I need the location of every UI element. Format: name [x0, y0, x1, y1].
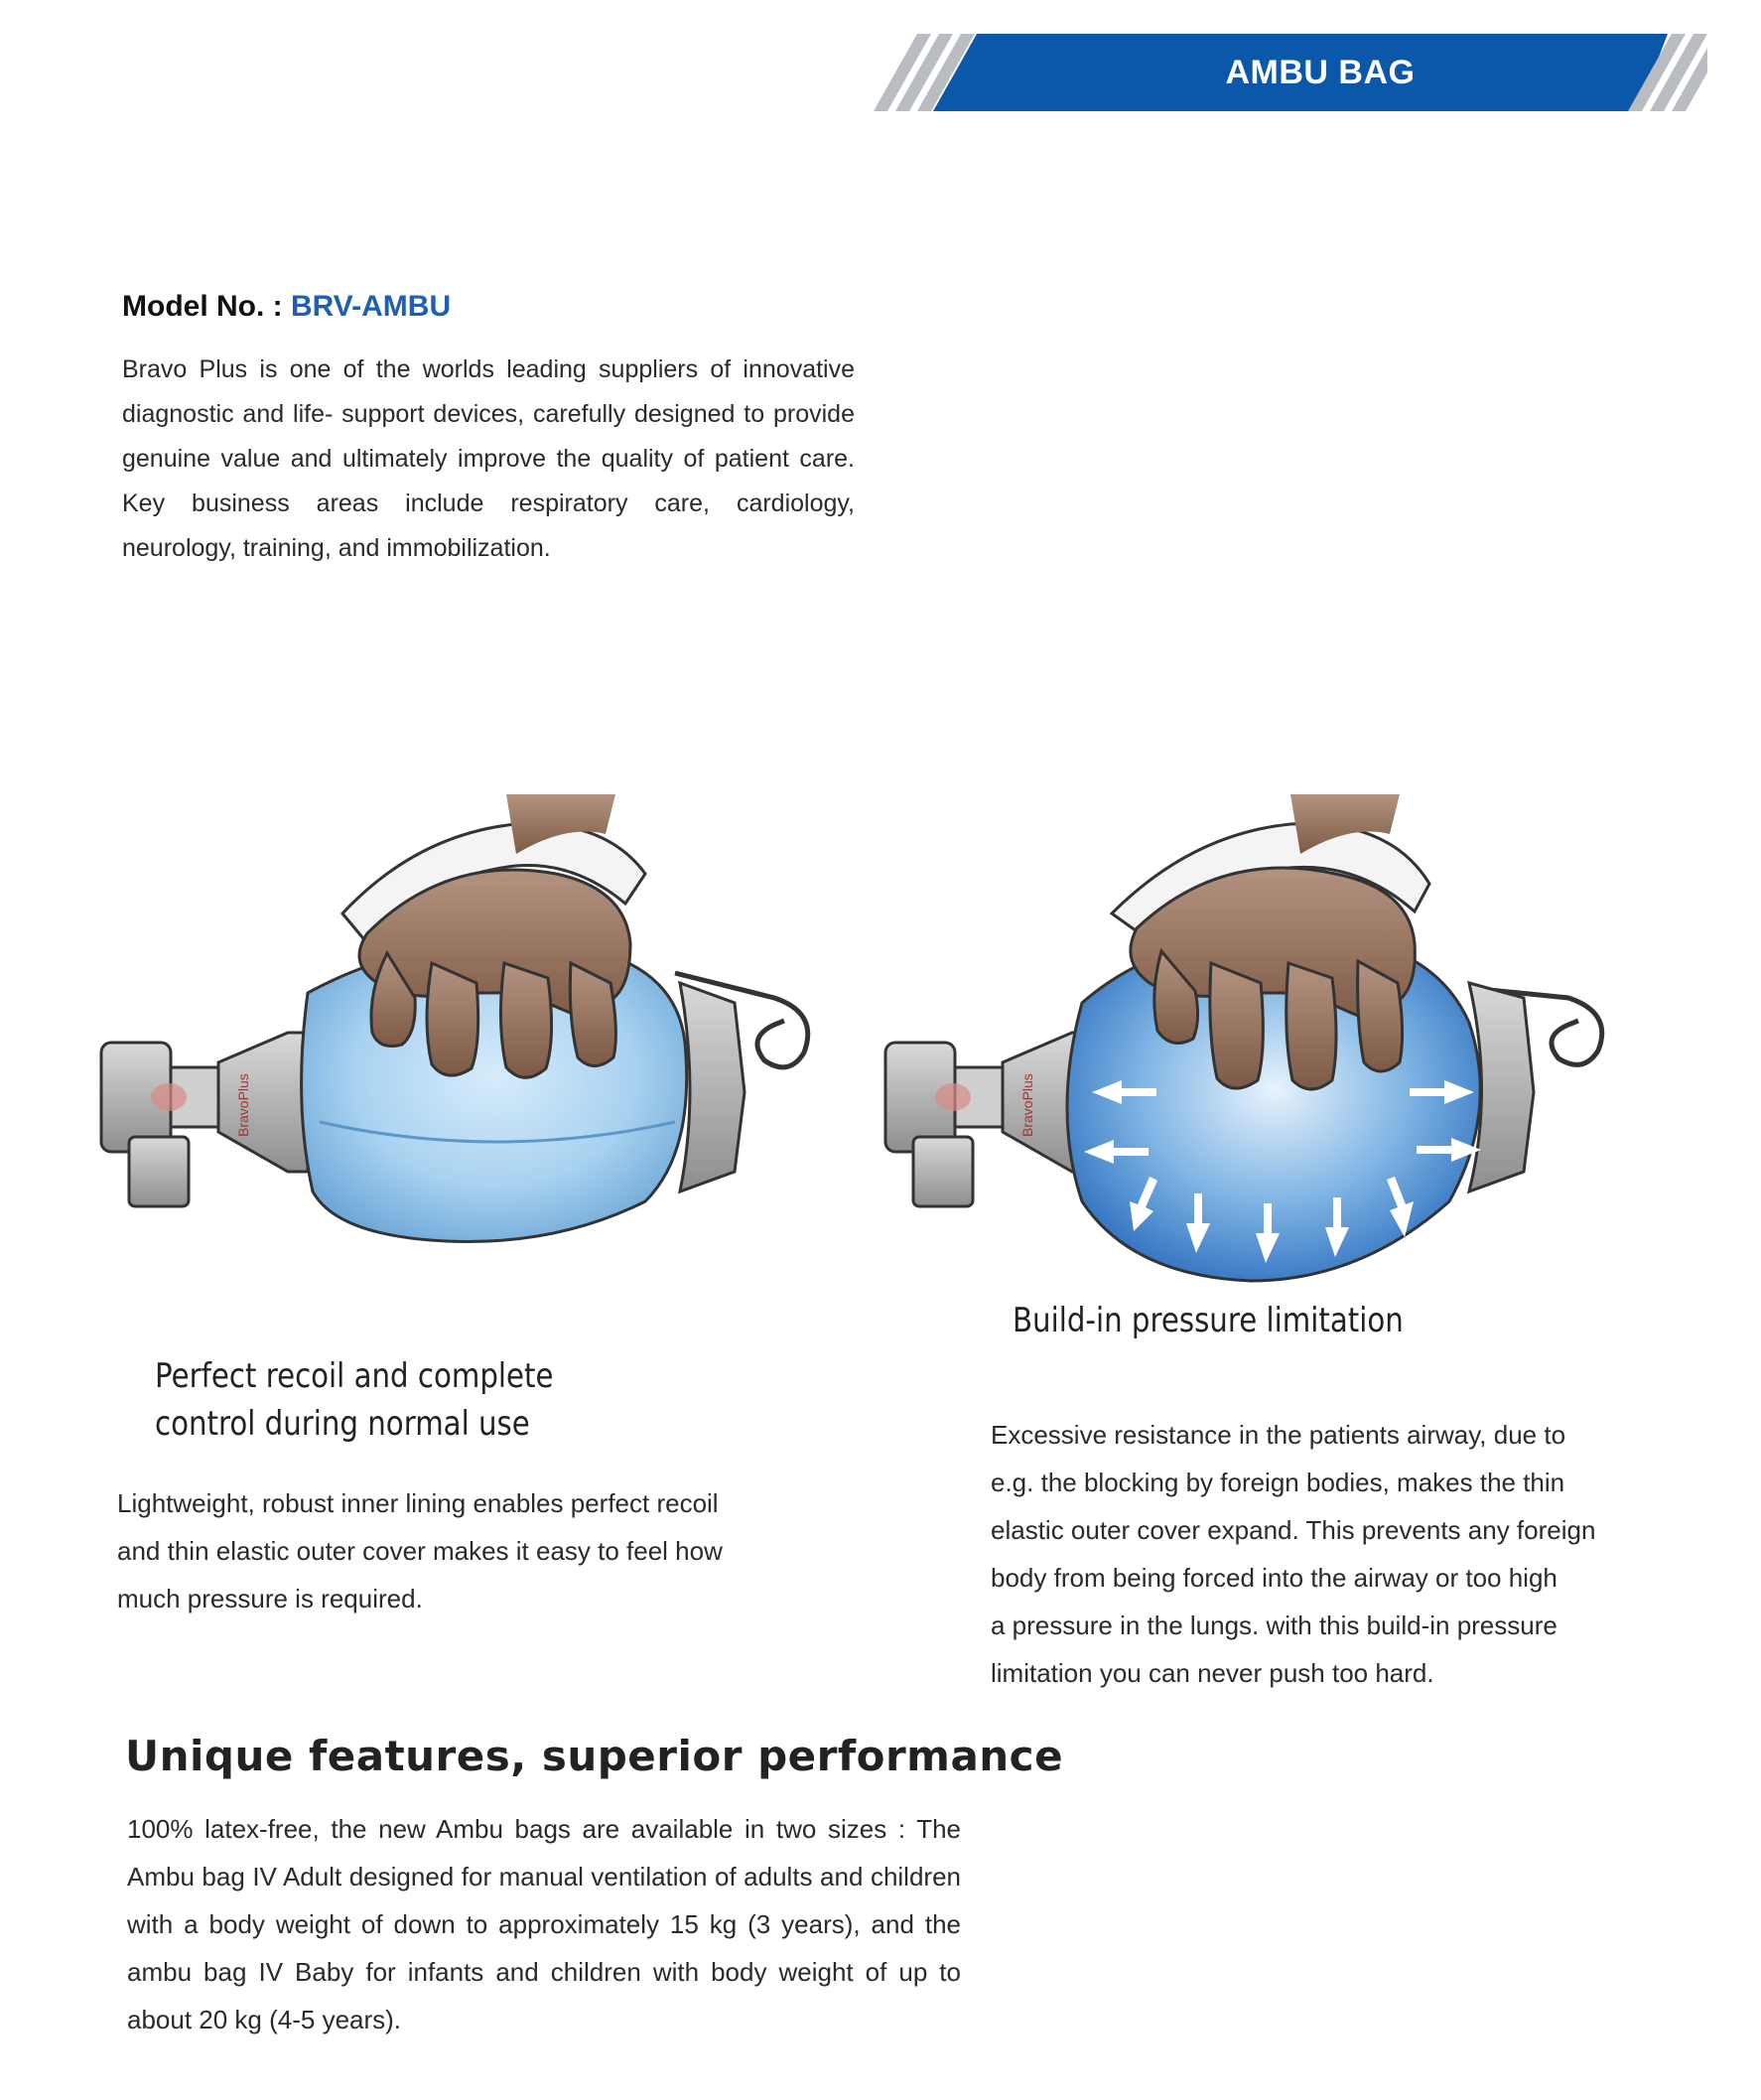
left-caption-line-1: Perfect recoil and complete [155, 1356, 554, 1396]
right-desc-line-4: body from being forced into the airway or too high [991, 1563, 1558, 1593]
model-label: Model No. : [122, 290, 283, 323]
right-desc-line-5: a pressure in the lungs. with this build-in pressure [991, 1610, 1558, 1640]
right-desc-line-2: e.g. the blocking by foreign bodies, makes the thin [991, 1468, 1565, 1497]
left-description [117, 1479, 723, 1622]
intro-paragraph: Bravo Plus is one of the worlds leading suppliers of innovative diagnostic and life- support devices, carefully designed to provide genuine value and ultimately improve the quality of patient care. Key business areas include respiratory care, cardiology, neurology, training, and immobilization. [122, 355, 855, 562]
features-heading: Unique features, superior performance [125, 1732, 1064, 1780]
left-caption-line-2: control during normal use [155, 1404, 530, 1444]
right-desc-line-3: elastic outer cover expand. This prevents any foreign [991, 1515, 1596, 1545]
ambu-bag-normal-illustration [89, 794, 864, 1291]
left-desc-line-3: much pressure is required. [117, 1584, 423, 1613]
right-desc-line-6: limitation you can never push too hard. [991, 1658, 1434, 1688]
model-value: BRV-AMBU [291, 290, 452, 323]
ambu-bag-pressure-illustration [874, 794, 1648, 1291]
left-desc-line-2: and thin elastic outer cover makes it easy to feel how [117, 1536, 723, 1566]
left-caption [155, 1352, 553, 1448]
features-paragraph: 100% latex-free, the new Ambu bags are available in two sizes : The Ambu bag IV Adult designed for manual ventilation of adults and children with a body weight of down to approximately 15 kg (3 years), and the ambu bag IV Baby for infants and children with body weight of up to about 20 kg (4-5 years). [127, 1814, 961, 2034]
right-description [991, 1411, 1595, 1697]
banner-title: AMBU BAG [1225, 54, 1416, 91]
left-desc-line-1: Lightweight, robust inner lining enables perfect recoil [117, 1488, 719, 1518]
brand-mark-left: BravoPlus [235, 1073, 251, 1137]
right-caption: Build-in pressure limitation [1013, 1301, 1404, 1340]
model-number [122, 290, 451, 324]
brand-mark-right: BravoPlus [1019, 1073, 1035, 1137]
right-desc-line-1: Excessive resistance in the patients airway, due to [991, 1420, 1566, 1450]
header-banner [874, 34, 1707, 111]
